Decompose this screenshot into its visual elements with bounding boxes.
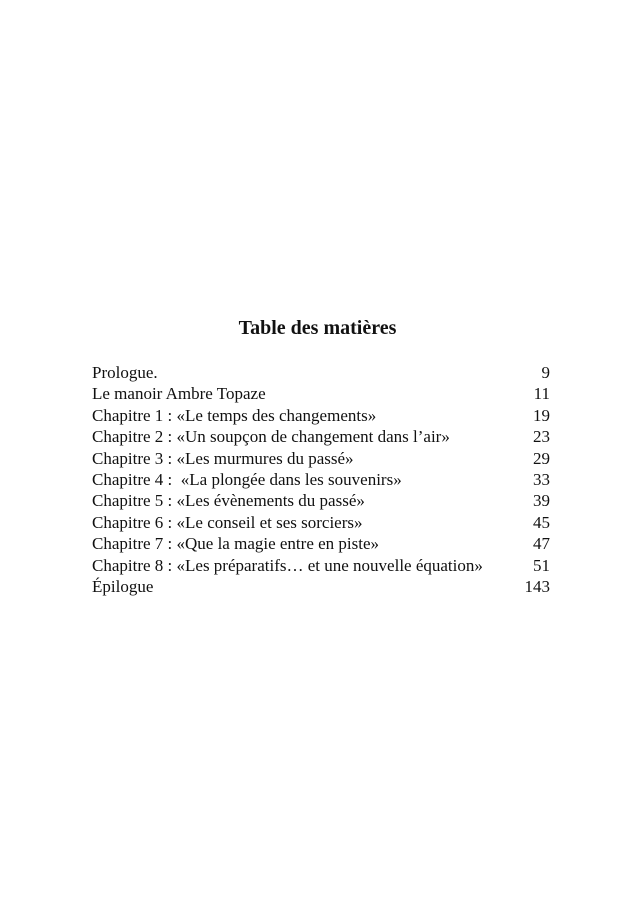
toc-entry-chapitre-7	[92, 533, 550, 554]
toc-entry-page: 51	[533, 555, 550, 575]
toc-entry-label: Chapitre 8 : «Les préparatifs… et une nouvelle équation»	[92, 555, 483, 575]
toc-entry-epilogue	[92, 576, 550, 597]
toc-entry-prologue	[92, 362, 550, 383]
toc-entry-label: Chapitre 7 : «Que la magie entre en piste»	[92, 534, 380, 554]
toc-entry-page: 143	[524, 576, 550, 596]
toc-entry-chapitre-4	[92, 469, 550, 490]
toc-entry-label: Chapitre 6 : «Le conseil et ses sorciers»	[92, 512, 363, 532]
toc-entry-page: 11	[533, 384, 550, 404]
toc-entry-label: Prologue.	[92, 363, 158, 382]
toc-entry-label: Chapitre 1 : «Le temps des changements»	[92, 405, 377, 425]
toc-entry-page: 23	[533, 427, 550, 447]
toc-entry-chapitre-2	[92, 426, 550, 447]
toc-entry-page: 39	[533, 491, 550, 511]
toc-entry-chapitre-8	[92, 555, 550, 576]
toc-entry-page: 29	[533, 448, 550, 468]
toc-entry-manoir	[92, 383, 550, 404]
toc-entry-chapitre-6	[92, 512, 550, 533]
toc-entry-page: 33	[533, 469, 550, 489]
toc-entry-label: Épilogue	[92, 576, 154, 596]
toc-entry-page: 45	[533, 512, 550, 532]
toc-entry-label: Chapitre 4 : «La plongée dans les souvenirs»	[92, 469, 402, 489]
toc-entry-chapitre-5	[92, 490, 550, 511]
toc-entry-label: Chapitre 2 : «Un soupçon de changement dans l’air»	[92, 427, 450, 447]
toc-entry-page: 9	[541, 363, 550, 382]
toc-entry-label: Chapitre 5 : «Les évènements du passé»	[92, 491, 365, 511]
toc-entry-chapitre-1	[92, 405, 550, 426]
toc-entry-page: 19	[533, 405, 550, 425]
toc-entry-label: Chapitre 3 : «Les murmures du passé»	[92, 448, 354, 468]
toc-entry-page: 47	[533, 534, 550, 554]
toc-list	[92, 362, 550, 597]
toc-entry-chapitre-3	[92, 448, 550, 469]
toc-title: Table des matières	[238, 317, 397, 339]
toc-entry-label: Le manoir Ambre Topaze	[92, 384, 266, 404]
